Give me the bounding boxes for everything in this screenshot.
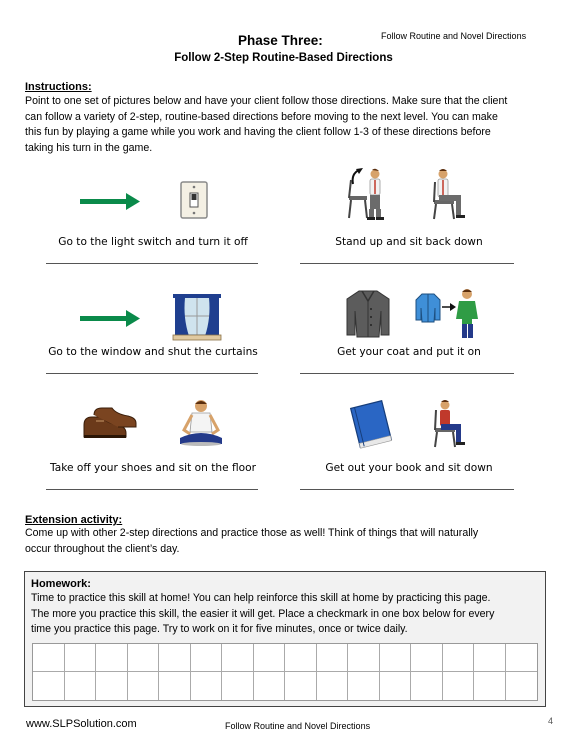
checkbox-cell[interactable] [159,672,191,700]
checkbox-cell[interactable] [348,644,380,672]
checkbox-cell[interactable] [191,644,223,672]
checkbox-cell[interactable] [411,644,443,672]
sit-floor-icon [178,398,224,446]
checkbox-cell[interactable] [474,672,506,700]
checkbox-cell[interactable] [506,672,538,700]
direction-label: Stand up and sit back down [335,236,483,248]
footer-website[interactable]: www.SLPSolution.com [26,718,137,730]
checkbox-cell[interactable] [443,644,475,672]
checkbox-cell[interactable] [443,672,475,700]
direction-label: Go to the window and shut the curtains [48,346,258,358]
stand-up-icon [345,166,389,220]
checkbox-cell[interactable] [96,672,128,700]
divider [300,489,514,490]
direction-label: Get your coat and put it on [337,346,481,358]
direction-label: Get out your book and sit down [325,462,493,474]
light-switch-icon [180,181,208,219]
checkbox-cell[interactable] [65,672,97,700]
put-on-coat-icon [416,286,480,340]
arrow-icon [80,192,142,212]
window-curtains-icon [173,294,221,340]
divider [46,373,258,374]
checkbox-cell[interactable] [33,672,65,700]
checkbox-cell[interactable] [222,672,254,700]
checkbox-cell[interactable] [474,644,506,672]
divider [300,263,514,264]
checkbox-cell[interactable] [285,644,317,672]
checkmark-grid [32,643,538,701]
instructions-text: Point to one set of pictures below and have your client follow those directions. Make sure that the client can follow a variety of 2-step, routine-based directions before moving to the next level. You can make this fun by playing a game while you work and having the client follow 1-3 of these directions before taking his turn in the game. [25,95,508,154]
divider [300,373,514,374]
checkbox-cell[interactable] [159,644,191,672]
checkbox-cell[interactable] [191,672,223,700]
arrow-icon [80,309,142,329]
page-subtitle: Follow 2-Step Routine-Based Directions [174,52,393,64]
homework-text: Time to practice this skill at home! You can help reinforce this skill at home by practicing this page. The more you practice this skill, the easier it will get. Place a checkmark in one box below for every time you practice this page. Try to work on it for five minutes, once or twice daily. [31,592,495,635]
footer-topic: Follow Routine and Novel Directions [225,721,371,731]
sit-down-icon [430,166,468,220]
checkbox-cell[interactable] [96,644,128,672]
page-number: 4 [548,716,554,726]
checkbox-cell[interactable] [33,644,65,672]
header-topic: Follow Routine and Novel Directions [381,31,527,41]
divider [46,489,258,490]
shoes-icon [82,405,138,441]
checkbox-cell[interactable] [128,672,160,700]
extension-text: Come up with other 2-step directions and practice those as well! Think of things that will naturally occur throughout the client’s day. [25,527,479,555]
checkbox-cell[interactable] [411,672,443,700]
checkbox-cell[interactable] [285,672,317,700]
checkbox-cell[interactable] [380,644,412,672]
checkbox-cell[interactable] [506,644,538,672]
checkbox-cell[interactable] [317,644,349,672]
checkbox-cell[interactable] [317,672,349,700]
direction-label: Take off your shoes and sit on the floor [50,462,256,474]
checkbox-cell[interactable] [65,644,97,672]
divider [46,263,258,264]
checkbox-cell[interactable] [222,644,254,672]
checkbox-cell[interactable] [254,644,286,672]
book-icon [347,400,395,448]
sit-chair-icon [432,398,468,448]
checkbox-cell[interactable] [128,644,160,672]
direction-label: Go to the light switch and turn it off [58,236,248,248]
homework-box [24,571,546,707]
homework-heading: Homework: [31,578,91,590]
coat-icon [345,289,391,339]
extension-heading: Extension activity: [25,514,123,526]
instructions-heading: Instructions: [25,81,92,93]
checkbox-cell[interactable] [254,672,286,700]
checkbox-cell[interactable] [348,672,380,700]
checkbox-cell[interactable] [380,672,412,700]
